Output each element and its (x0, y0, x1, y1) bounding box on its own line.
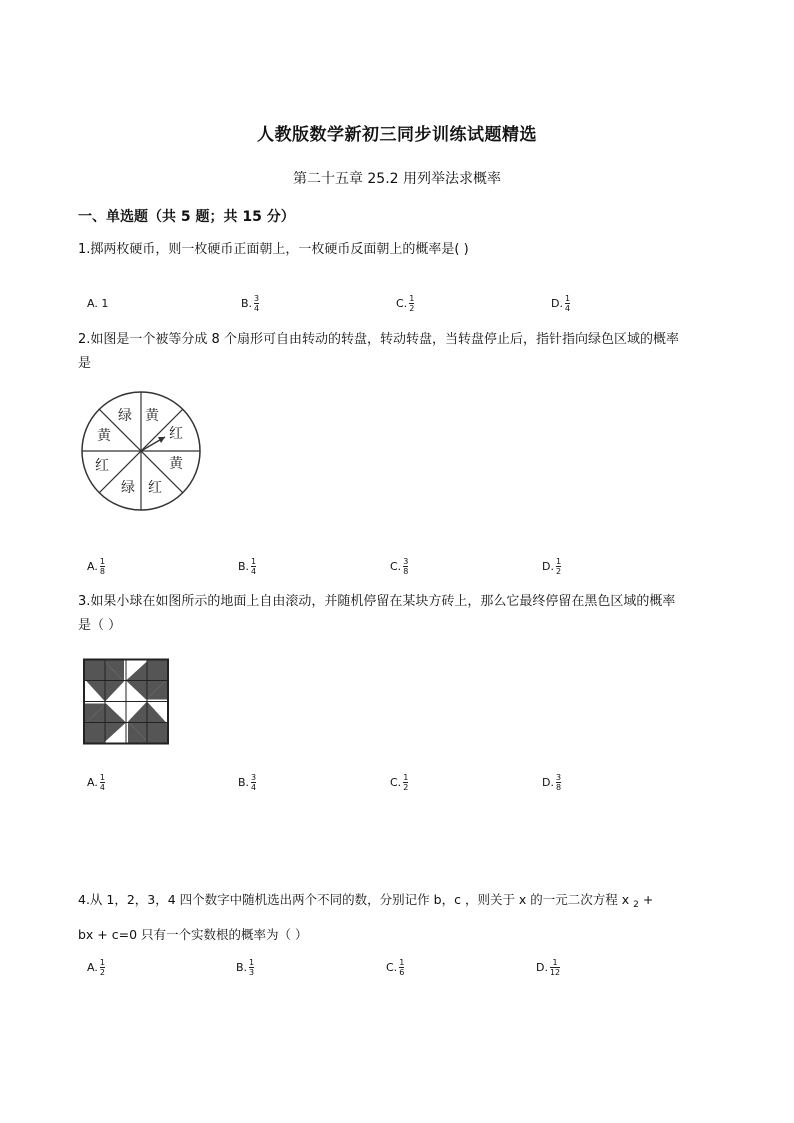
question-3-option-c[interactable] (390, 773, 408, 792)
spinner-label: 红 (169, 426, 183, 442)
question-4-stem-line1 (78, 888, 728, 914)
question-3-stem-line2: 是（ ） (78, 618, 122, 633)
option-label: C. (396, 297, 408, 310)
spinner-label: 绿 (118, 408, 132, 424)
option-fraction: $\frac{3}{8}$ (555, 773, 562, 792)
option-label: B. (238, 776, 250, 789)
question-3-stem (78, 590, 718, 638)
option-fraction: $\frac{1}{3}$ (249, 958, 255, 977)
question-1-option-a[interactable] (87, 297, 108, 310)
option-fraction: $\frac{1}{2}$ (403, 773, 409, 792)
question-3-stem-line1: 3.如果小球在如图所示的地面上自由滚动，并随机停留在某块方砖上，那么它最终停留在黑色区域的概率 (78, 594, 676, 609)
question-2-stem (78, 328, 718, 376)
exponent: 2 (633, 900, 639, 910)
question-2-option-a[interactable] (87, 557, 105, 576)
question-3-option-b[interactable] (238, 773, 256, 792)
option-fraction: $\frac{1}{2}$ (99, 958, 105, 977)
section-heading: 一、单选题（共 5 题；共 15 分） (78, 209, 295, 225)
spinner-label: 红 (95, 458, 109, 474)
spinner-figure (78, 390, 204, 514)
option-fraction: $\frac{1}{4}$ (564, 294, 571, 313)
option-label: A. (87, 560, 98, 573)
option-fraction: $\frac{3}{4}$ (251, 773, 257, 792)
option-label: A. 1 (87, 297, 109, 310)
spinner-label: 黄 (169, 456, 183, 472)
question-4-stem-text: 4.从 1，2，3，4 四个数字中随机选出两个不同的数，分别记作 b，c ，则关于 x 的一元二次方程 x (78, 892, 634, 907)
option-label: D. (536, 961, 548, 974)
question-4-option-d[interactable] (536, 958, 560, 977)
question-1-option-d[interactable] (551, 294, 570, 313)
spinner-label: 绿 (121, 480, 135, 496)
option-label: D. (542, 560, 554, 573)
question-1-option-c[interactable] (396, 294, 414, 313)
question-4-stem-text: + (638, 892, 654, 907)
question-2-option-c[interactable] (390, 557, 408, 576)
option-label: C. (390, 776, 402, 789)
option-fraction: $\frac{1}{2}$ (555, 557, 562, 576)
question-2-option-d[interactable] (542, 557, 561, 576)
option-label: D. (551, 297, 563, 310)
option-fraction: $\frac{1}{8}$ (99, 557, 105, 576)
option-fraction: $\frac{1}{12}$ (549, 958, 561, 977)
chapter-subtitle: 第二十五章 25.2 用列举法求概率 (292, 171, 502, 187)
option-fraction: $\frac{1}{4}$ (251, 557, 257, 576)
option-fraction: $\frac{1}{2}$ (409, 294, 415, 313)
spinner-label: 黄 (145, 408, 159, 424)
question-2-stem-line1: 2.如图是一个被等分成 8 个扇形可自由转动的转盘，转动转盘，当转盘停止后，指针指向绿色区域的概率 (78, 332, 679, 347)
question-4-option-b[interactable] (236, 958, 254, 977)
tile-grid-figure (80, 655, 172, 748)
question-2-option-b[interactable] (238, 557, 256, 576)
option-label: C. (390, 560, 402, 573)
question-4-option-a[interactable] (87, 958, 105, 977)
question-3-option-d[interactable] (542, 773, 561, 792)
spinner-label: 红 (148, 480, 162, 496)
question-4-option-c[interactable] (386, 958, 404, 977)
question-1-stem: 1.掷两枚硬币，则一枚硬币正面朝上，一枚硬币反面朝上的概率是( ) (78, 242, 469, 257)
option-label: C. (386, 961, 398, 974)
option-label: A. (87, 961, 98, 974)
option-fraction: $\frac{3}{8}$ (403, 557, 409, 576)
document-title: 人教版数学新初三同步训练试题精选 (257, 125, 537, 145)
option-label: D. (542, 776, 554, 789)
spinner-label: 黄 (97, 428, 111, 444)
option-fraction: $\frac{1}{4}$ (99, 773, 105, 792)
option-label: B. (236, 961, 248, 974)
question-3-option-a[interactable] (87, 773, 105, 792)
option-label: B. (238, 560, 250, 573)
question-4-stem-line2: bx + c=0 只有一个实数根的概率为（ ） (78, 927, 308, 942)
option-label: A. (87, 776, 98, 789)
option-label: B. (241, 297, 253, 310)
question-2-stem-line2: 是 (78, 356, 92, 371)
question-1-option-b[interactable] (241, 294, 259, 313)
option-fraction: $\frac{3}{4}$ (254, 294, 260, 313)
option-fraction: $\frac{1}{6}$ (399, 958, 405, 977)
